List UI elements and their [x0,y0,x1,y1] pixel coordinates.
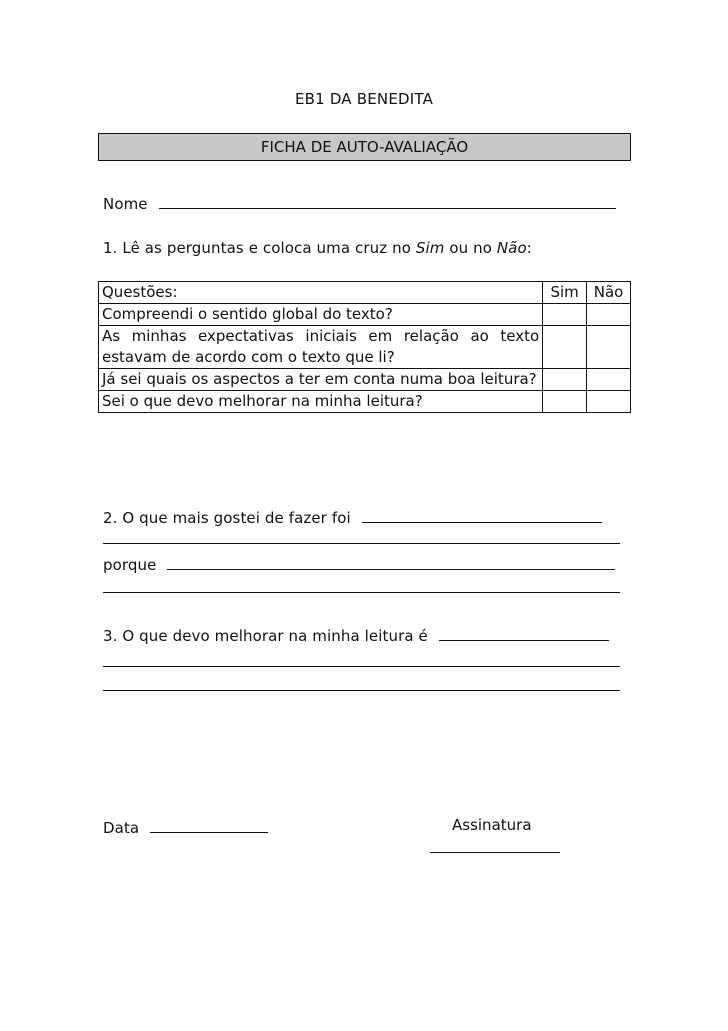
question-text: Sei o que devo melhorar na minha leitura? [99,391,543,413]
instruction-prefix: 1. Lê as perguntas e coloca uma cruz no [103,239,416,257]
date-row [103,816,268,837]
table-row [99,369,631,391]
no-checkbox-cell[interactable] [587,369,631,391]
question-text: As minhas expectativas iniciais em relação ao texto estavam de acordo com o texto que li? [99,326,543,369]
instruction-suffix: : [526,239,532,257]
question-text: Já sei quais os aspectos a ter em conta numa boa leitura? [99,369,543,391]
name-row [103,192,616,213]
no-checkbox-cell[interactable] [587,326,631,369]
no-checkbox-cell[interactable] [587,391,631,413]
instruction-nao: Não [496,239,527,257]
form-title-banner [98,133,631,161]
signature-label: Assinatura [452,816,532,834]
table-row [99,326,631,369]
header-yes: Sim [543,282,587,304]
signature-field[interactable] [430,852,560,853]
instruction-middle: ou no [444,239,497,257]
no-checkbox-cell[interactable] [587,304,631,326]
questions-table [98,281,631,413]
question-text: Compreendi o sentido global do texto? [99,304,543,326]
instruction-sim: Sim [415,239,445,257]
name-label: Nome [103,195,148,213]
header-no: Não [587,282,631,304]
question3-label: 3. O que devo melhorar na minha leitura é [103,627,428,645]
date-label: Data [103,819,140,837]
question3-answer-line[interactable] [103,666,620,667]
yes-checkbox-cell[interactable] [543,304,587,326]
table-header-row [99,282,631,304]
question2-answer-line[interactable] [103,543,620,544]
yes-checkbox-cell[interactable] [543,326,587,369]
question2-answer-field[interactable] [362,506,602,523]
header-questions: Questões: [99,282,543,304]
table-row [99,304,631,326]
school-name: EB1 DA BENEDITA [294,90,434,108]
porque-answer-line[interactable] [103,592,620,593]
date-field[interactable] [150,816,268,833]
question3-row [103,624,609,645]
porque-field[interactable] [167,553,615,570]
porque-label: porque [103,556,157,574]
table-row [99,391,631,413]
question3-answer-field[interactable] [439,624,609,641]
name-field[interactable] [159,192,616,209]
form-title: FICHA DE AUTO-AVALIAÇÃO [260,138,469,156]
porque-row [103,553,615,574]
question2-label: 2. O que mais gostei de fazer foi [103,509,351,527]
yes-checkbox-cell[interactable] [543,369,587,391]
instruction [103,239,532,257]
question2-row [103,506,602,527]
yes-checkbox-cell[interactable] [543,391,587,413]
question3-answer-line[interactable] [103,690,620,691]
